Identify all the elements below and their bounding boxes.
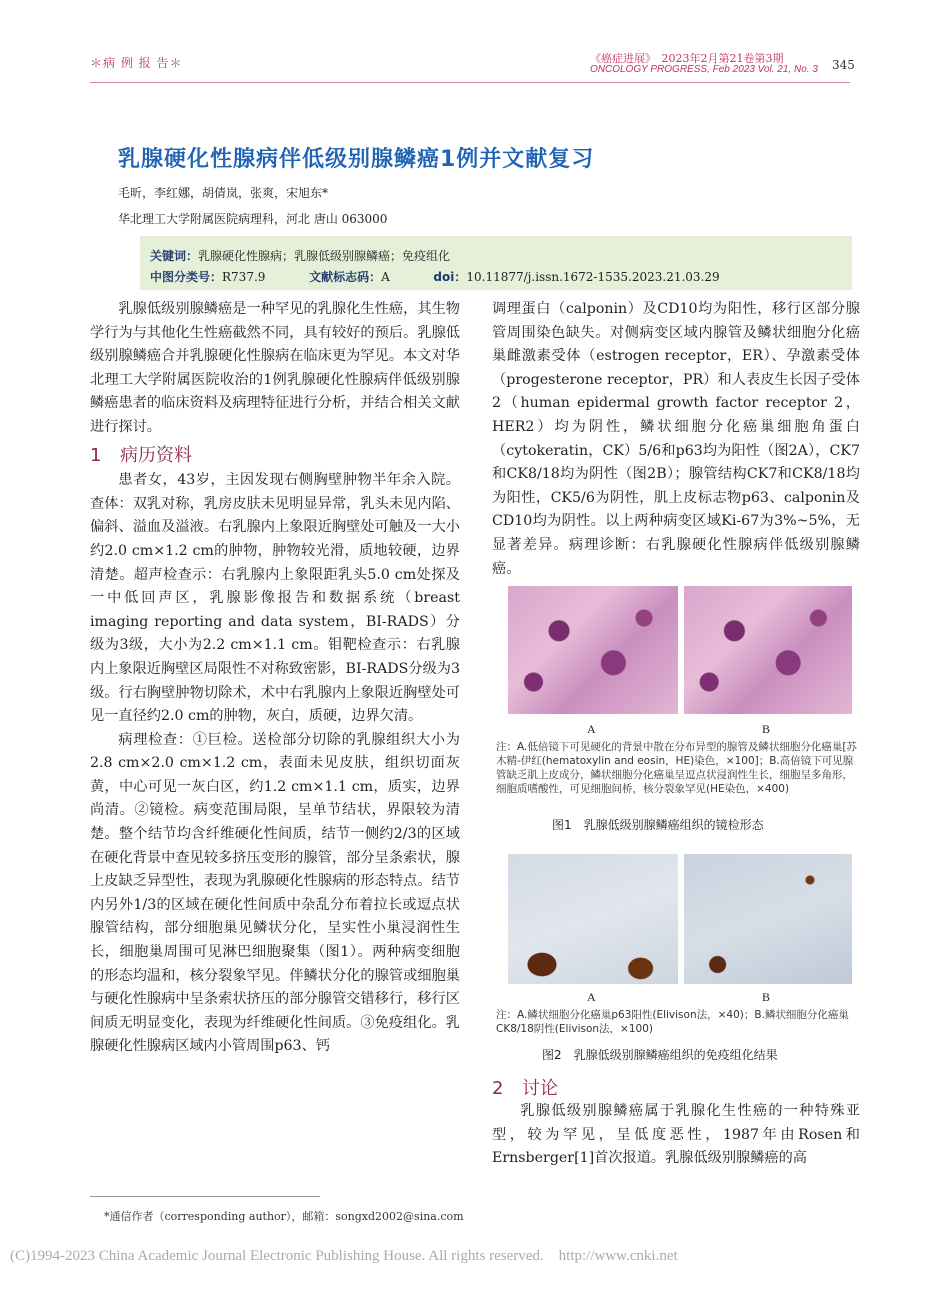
article-title: 乳腺硬化性腺病伴低级别腺鳞癌1例并文献复习 <box>118 147 595 172</box>
figure1-caption: 图1 乳腺低级别腺鳞癌组织的镜检形态 <box>552 818 764 832</box>
page-number: 345 <box>832 58 855 72</box>
section-number: 2 <box>492 1078 504 1099</box>
footnote-rule <box>90 1196 320 1197</box>
header-rule <box>90 82 850 83</box>
figure2-label-b: B <box>762 990 771 1004</box>
case-paragraph-1: 患者女，43岁，主因发现右侧胸壁肿物半年余入院。查体：双乳对称，乳房皮肤未见明显异常，乳头未见内陷、偏斜、溢血及溢液。右乳腺内上象限近胸壁处可触及一大小约2.0 cm×1.2 cm的肿物，肿物较光滑，质地较硬，边界清楚。超声检查示：右乳腺内上象限距乳头5.0 cm处探及一中低回声区，乳腺影像报告和数据系统（breast imaging reporting and data system，BI-RADS）分级为3级，大小为2.2 cm×1.1 cm。钼靶检查示：右乳腺内上象限近胸壁区局限性不对称致密影，BI-RADS分级为3级。行右胸壁肿物切除术，术中右乳腺内上象限近胸壁处可见一直径约2.0 cm的肿物，灰白，质硬，边界欠清。 <box>90 472 460 725</box>
section-tag: ＊病 例 报 告＊ <box>90 56 183 70</box>
keywords-line <box>150 247 450 264</box>
right-column-text <box>492 298 860 581</box>
discussion-paragraph: 乳腺低级别腺鳞癌属于乳腺化生性癌的一种特殊亚型，较为罕见，呈低度恶性，1987年由Rosen和Ernsberger[1]首次报道。乳腺低级别腺鳞癌的高 <box>492 1103 860 1167</box>
copyright-watermark: (C)1994-2023 China Academic Journal Electronic Publishing House. All rights reserved. http://www.cnki.net <box>10 1248 678 1264</box>
section-title: 讨论 <box>522 1078 558 1099</box>
left-column <box>90 298 460 1059</box>
section-heading-1 <box>90 444 460 468</box>
doccode-value: A <box>381 270 390 284</box>
journal-issue: 《癌症进展》 2023年2月第21卷第3期 <box>590 52 784 65</box>
doccode-label: 文献标志码： <box>309 270 382 284</box>
intro-paragraph: 乳腺低级别腺鳞癌是一种罕见的乳腺化生性癌，其生物学行为与其他化生性癌截然不同，具有较好的预后。乳腺低级别腺鳞癌合并乳腺硬化性腺病在临床更为罕见。本文对华北理工大学附属医院收治的1例乳腺硬化性腺病伴低级别腺鳞癌患者的临床资料及病理特征进行分析，并结合相关文献进行探讨。 <box>90 301 460 435</box>
clc-label: 中图分类号： <box>150 270 223 284</box>
case-paragraph-3: 调理蛋白（calponin）及CD10均为阳性，移行区部分腺管周围染色缺失。对侧病变区域内腺管及鳞状细胞分化癌巢雌激素受体（estrogen receptor，ER）、孕激素受体（progesterone receptor，PR）和人表皮生长因子受体2（human epidermal growth factor receptor 2，HER2）均为阴性，鳞状细胞分化癌巢细胞角蛋白（cytokeratin，CK）5/6和p63均为阳性（图2A），CK7和CK8/18均为阴性（图2B）；腺管结构CK7和CK8/18均为阳性，CK5/6为阴性，肌上皮标志物p63、calponin及CD10均为阴性。以上两种病变区域Ki-67为3%~5%，无显著差异。病理诊断：右乳腺硬化性腺病伴低级别腺鳞癌。 <box>492 301 860 577</box>
figure1-label-a: A <box>587 722 596 736</box>
corresponding-author-footnote: *通信作者（corresponding author），邮箱：songxd2002@sina.com <box>104 1210 464 1223</box>
keywords-label: 关键词： <box>150 249 199 263</box>
figure2-a-ihc-image <box>508 854 678 984</box>
clc-value: R737.9 <box>222 270 266 284</box>
figure2-label-a: A <box>587 990 596 1004</box>
doi-label: doi： <box>433 270 467 284</box>
figure2-caption: 图2 乳腺低级别腺鳞癌组织的免疫组化结果 <box>542 1048 778 1062</box>
author-list: 毛昕，李红娜，胡倩岚，张爽，宋旭东* <box>118 186 329 200</box>
section-heading-2 <box>492 1074 558 1100</box>
figure2-b-ihc-image <box>684 854 852 984</box>
case-paragraph-2: 病理检查：①巨检。送检部分切除的乳腺组织大小为2.8 cm×2.0 cm×1.2 cm，表面未见皮肤，组织切面灰黄，中心可见一灰白区，约1.2 cm×1.1 cm，质实，边界尚清。②镜检。病变范围局限，呈单节结状，界限较为清楚。整个结节均含纤维硬化性间质，结节一侧约2/3的区域在硬化背景中查见较多挤压变形的腺管，部分呈条索状，腺上皮缺乏异型性，表现为乳腺硬化性腺病的形态特点。结节内另外1/3的区域在硬化性间质中杂乱分布着拉长或逗点状腺管结构，部分细胞巢见鳞状分化，呈实性小巢浸润性生长，细胞巢周围可见淋巴细胞聚集（图1）。两种病变细胞的形态均温和，核分裂象罕见。伴鳞状分化的腺管或细胞巢与硬化性腺病中呈条索状挤压的部分腺管交错移行，移行区间质无明显变化，表现为纤维硬化性间质。③免疫组化。乳腺硬化性腺病区域内小管周围p63、钙 <box>90 731 460 1055</box>
discussion-text <box>492 1100 860 1171</box>
keywords: 乳腺硬化性腺病；乳腺低级别腺鳞癌；免疫组化 <box>198 249 451 263</box>
classification-line <box>150 268 720 285</box>
affiliation: 华北理工大学附属医院病理科，河北 唐山 063000 <box>118 212 388 226</box>
journal-issue-en: ONCOLOGY PROGRESS, Feb 2023 Vol. 21, No. 3 <box>590 64 818 75</box>
figure1-b-micrograph <box>684 586 852 714</box>
doi-value: 10.11877/j.issn.1672-1535.2023.21.03.29 <box>466 270 720 284</box>
figure1-note: 注：A.低倍镜下可见硬化的背景中散在分布异型的腺管及鳞状细胞分化癌巢[苏木精-伊红(hematoxylin and eosin，HE)染色，×100]；B.高倍镜下可见腺管缺乏肌上皮成分，鳞状细胞分化癌巢呈逗点状浸润性生长，细胞呈多角形，细胞质嗜酸性，可见细胞间桥，核分裂象罕见(HE染色，×400) <box>496 741 857 795</box>
section-title: 病历资料 <box>120 444 192 466</box>
section-number: 1 <box>90 444 102 466</box>
figure1-a-micrograph <box>508 586 678 714</box>
figure1-label-b: B <box>762 722 771 736</box>
figure2-note: 注：A.鳞状细胞分化癌巢p63阳性(Elivison法，×40)；B.鳞状细胞分化癌巢CK8/18阴性(Elivison法，×100) <box>496 1009 849 1035</box>
